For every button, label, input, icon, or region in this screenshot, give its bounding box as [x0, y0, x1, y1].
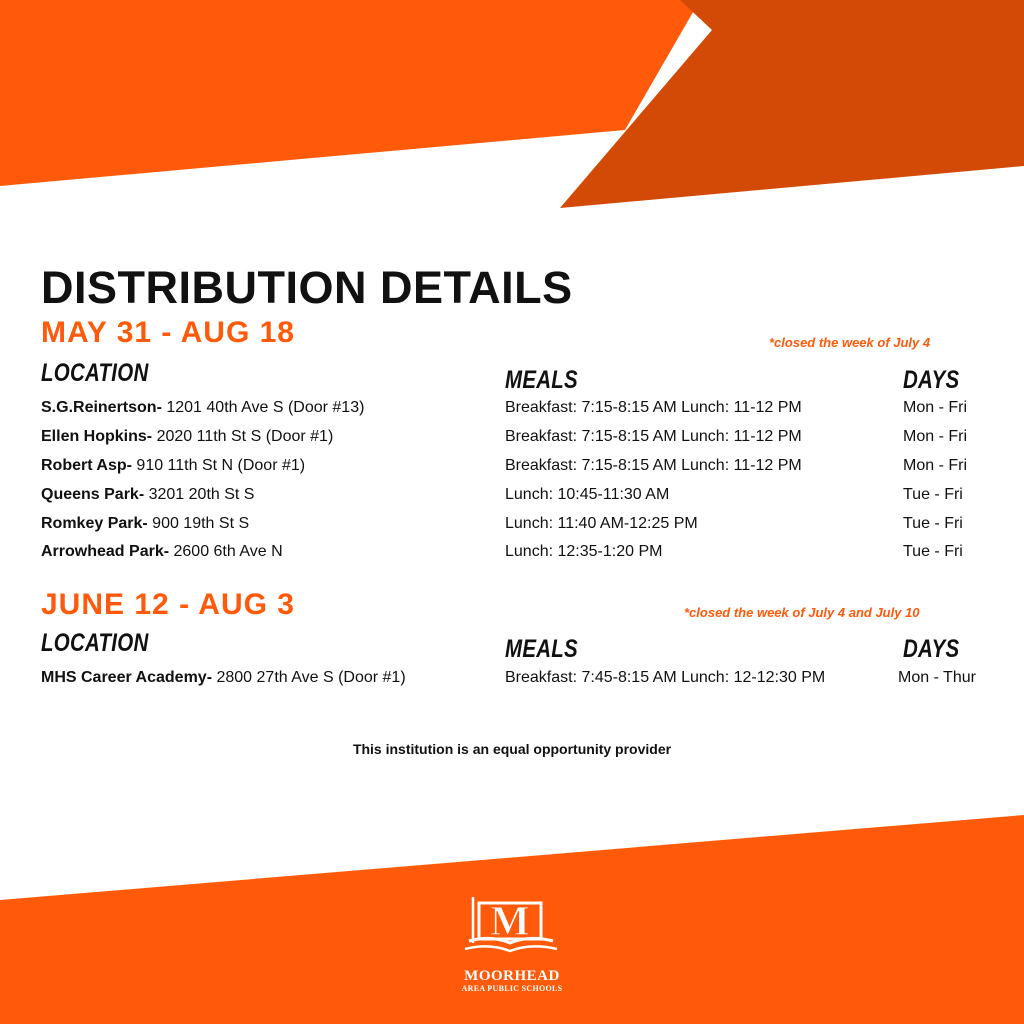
- moorhead-logo: [452, 893, 572, 993]
- table-row-location: [41, 457, 305, 475]
- location-address: 2600 6th Ave N: [169, 543, 283, 560]
- table-row-location: [41, 399, 364, 417]
- location-name: Romkey Park-: [41, 515, 148, 532]
- location-address: 1201 40th Ave S (Door #13): [161, 399, 365, 416]
- table-row-meals: Breakfast: 7:15-8:15 AM Lunch: 11-12 PM: [505, 457, 802, 474]
- table-row-location: [41, 486, 254, 504]
- table-row-meals: Lunch: 12:35-1:20 PM: [505, 543, 663, 560]
- location-address: 2020 11th St S (Door #1): [152, 428, 334, 445]
- top-left-orange-band: [0, 0, 700, 186]
- table-row-location: [41, 428, 333, 446]
- period-2-days-header: DAYS: [903, 635, 960, 663]
- location-address: 900 19th St S: [147, 515, 250, 532]
- svg-text:M: M: [490, 899, 530, 945]
- period-2-date-range: JUNE 12 - AUG 3: [41, 588, 295, 621]
- table-row-meals: Lunch: 10:45-11:30 AM: [505, 486, 670, 503]
- location-name: Arrowhead Park-: [41, 543, 170, 560]
- location-name: Queens Park-: [41, 486, 145, 503]
- page-title: DISTRIBUTION DETAILS: [41, 262, 573, 313]
- period-2-closed-note: *closed the week of July 4 and July 10: [684, 605, 920, 620]
- period-2-location-header: LOCATION: [41, 629, 149, 657]
- period-1-location-header: LOCATION: [41, 359, 149, 387]
- period-1-meals-header: MEALS: [505, 366, 578, 394]
- table-row-meals: Breakfast: 7:45-8:15 AM Lunch: 12-12:30 PM: [505, 669, 826, 686]
- table-row-location: [41, 669, 406, 687]
- table-row-location: [41, 515, 249, 533]
- logo-name: MOORHEAD: [464, 968, 560, 984]
- location-address: 910 11th St N (Door #1): [131, 457, 306, 474]
- table-row-days: Mon - Fri: [903, 399, 967, 416]
- table-row-days: Mon - Fri: [903, 457, 967, 474]
- location-name: Ellen Hopkins-: [41, 428, 153, 445]
- table-row-meals: Breakfast: 7:15-8:15 AM Lunch: 11-12 PM: [505, 399, 802, 416]
- location-address: 2800 27th Ave S (Door #1): [212, 669, 406, 686]
- table-row-days: Tue - Fri: [903, 486, 963, 503]
- open-book-m-icon: [457, 893, 567, 963]
- period-1-closed-note: *closed the week of July 4: [769, 335, 931, 350]
- location-name: MHS Career Academy-: [41, 669, 213, 686]
- period-1-date-range: MAY 31 - AUG 18: [41, 316, 295, 349]
- location-name: Robert Asp-: [41, 457, 132, 474]
- location-name: S.G.Reinertson-: [41, 399, 162, 416]
- period-2-meals-header: MEALS: [505, 635, 578, 663]
- table-row-days: Tue - Fri: [903, 515, 963, 532]
- table-row-location: [41, 543, 283, 561]
- equal-opportunity-note: This institution is an equal opportunity provider: [352, 741, 672, 757]
- table-row-meals: Breakfast: 7:15-8:15 AM Lunch: 11-12 PM: [505, 428, 802, 445]
- period-1-days-header: DAYS: [903, 366, 960, 394]
- logo-subtitle: AREA PUBLIC SCHOOLS: [461, 984, 563, 993]
- table-row-days: Mon - Fri: [903, 428, 967, 445]
- table-row-meals: Lunch: 11:40 AM-12:25 PM: [505, 515, 698, 532]
- table-row-days: Tue - Fri: [903, 543, 963, 560]
- location-address: 3201 20th St S: [144, 486, 255, 503]
- table-row-days: Mon - Thur: [898, 669, 976, 686]
